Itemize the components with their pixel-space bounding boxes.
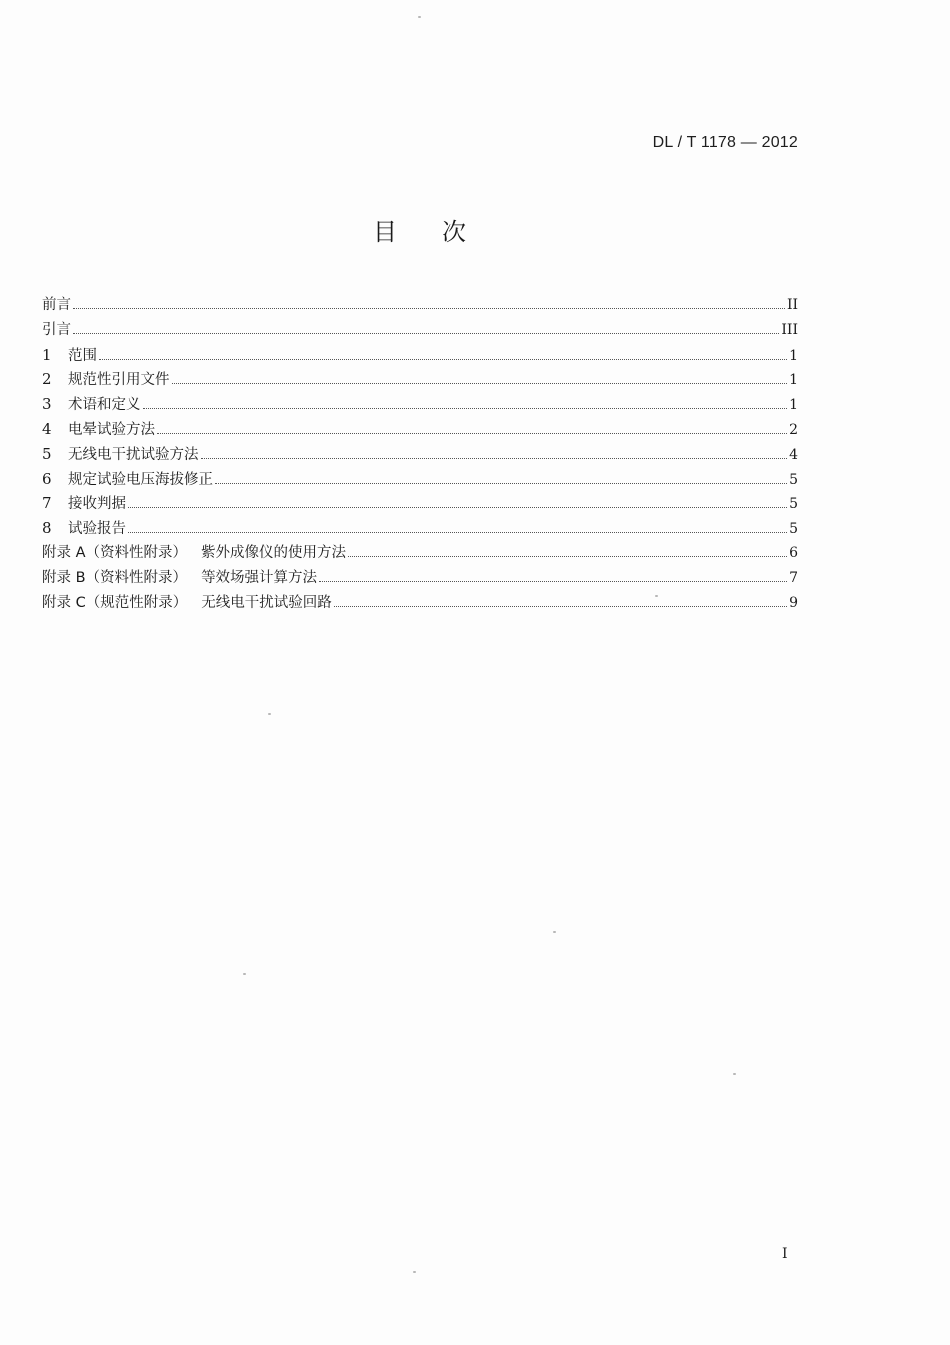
toc-entry-label: 附录 C（规范性附录） — [42, 594, 188, 611]
toc-entry-number: 4 — [42, 419, 52, 438]
toc-entry-page: 9 — [789, 594, 798, 611]
toc-entry-label: 试验报告 — [68, 521, 126, 538]
toc-entry-label: 附录 B（资料性附录） — [42, 569, 188, 586]
toc-entry-number: 1 — [42, 345, 52, 364]
toc-entry-page: 5 — [789, 521, 798, 538]
toc-leader — [215, 482, 787, 484]
toc-leader — [128, 531, 787, 533]
toc-entry-page: 5 — [789, 471, 798, 488]
toc-entry-page: 6 — [789, 544, 798, 561]
scan-speck — [243, 973, 246, 975]
toc-entry-1[interactable] — [42, 343, 798, 368]
toc-entry-number: 2 — [42, 370, 52, 389]
toc-entry-label: 无线电干扰试验方法 — [68, 446, 199, 463]
toc-title-part2: 次 — [442, 218, 467, 246]
toc-entry-6[interactable] — [42, 467, 798, 492]
toc-entry-4[interactable] — [42, 417, 798, 442]
toc-entry-label: 术语和定义 — [68, 397, 141, 414]
toc-title-part1: 目 — [373, 218, 398, 246]
toc-entry-label: 接收判据 — [68, 496, 126, 513]
toc-leader — [143, 407, 788, 409]
toc-entry-number: 8 — [42, 519, 52, 538]
toc-entry-page: 2 — [789, 421, 798, 438]
toc-entry-page: II — [786, 297, 798, 313]
toc-entry-2[interactable] — [42, 367, 798, 392]
toc-entry-label: 规定试验电压海拔修正 — [68, 471, 213, 488]
scan-speck — [733, 1073, 736, 1075]
toc-entry-number: 7 — [42, 494, 52, 513]
toc-entry-page: 4 — [789, 446, 798, 463]
toc-title — [0, 212, 840, 247]
toc-leader — [73, 307, 785, 309]
toc-leader — [334, 605, 787, 607]
toc-entry-page: 5 — [789, 496, 798, 513]
toc-entry-page: 1 — [789, 397, 798, 414]
toc-entry-8[interactable] — [42, 516, 798, 541]
toc-entry-page: 7 — [789, 569, 798, 586]
toc-entry-subtitle: 等效场强计算方法 — [201, 569, 318, 586]
toc-entry-number: 3 — [42, 395, 52, 414]
page-number: I — [782, 1246, 788, 1262]
scan-speck — [413, 1271, 416, 1273]
toc-leader — [128, 506, 787, 508]
toc-entry-subtitle: 紫外成像仪的使用方法 — [201, 544, 347, 561]
toc-entry-label: 范围 — [68, 347, 97, 364]
standard-code: DL / T 1178 — 2012 — [652, 134, 798, 151]
scan-speck — [418, 16, 421, 18]
toc-entry-page: 1 — [789, 347, 798, 364]
toc-leader — [157, 432, 787, 434]
scan-speck — [655, 595, 658, 597]
toc-entry-3[interactable] — [42, 392, 798, 417]
table-of-contents — [42, 293, 798, 615]
toc-entry-appendix-c[interactable] — [42, 591, 798, 616]
toc-entry-5[interactable] — [42, 442, 798, 467]
scan-speck — [268, 713, 271, 715]
toc-leader — [201, 457, 788, 459]
toc-entry-page: III — [781, 321, 798, 338]
toc-leader — [73, 332, 779, 334]
toc-leader — [319, 580, 787, 582]
toc-entry-label: 引言 — [42, 321, 71, 338]
toc-entry-number: 6 — [42, 469, 52, 488]
toc-entry-number: 5 — [42, 444, 52, 463]
toc-entry-label: 前言 — [42, 297, 71, 313]
toc-entry-7[interactable] — [42, 491, 798, 516]
scan-speck — [553, 931, 556, 933]
toc-leader — [348, 555, 787, 557]
toc-entry-appendix-b[interactable] — [42, 566, 798, 591]
toc-entry-appendix-a[interactable] — [42, 541, 798, 566]
toc-entry-introduction[interactable] — [42, 318, 798, 343]
toc-entry-page: 1 — [789, 372, 798, 389]
toc-entry-foreword[interactable] — [42, 293, 798, 318]
toc-entry-label: 电晕试验方法 — [68, 421, 155, 438]
toc-entry-subtitle: 无线电干扰试验回路 — [201, 594, 332, 611]
toc-leader — [99, 358, 787, 360]
toc-entry-label: 附录 A（资料性附录） — [42, 544, 188, 561]
toc-leader — [172, 382, 788, 384]
toc-entry-label: 规范性引用文件 — [68, 372, 170, 389]
